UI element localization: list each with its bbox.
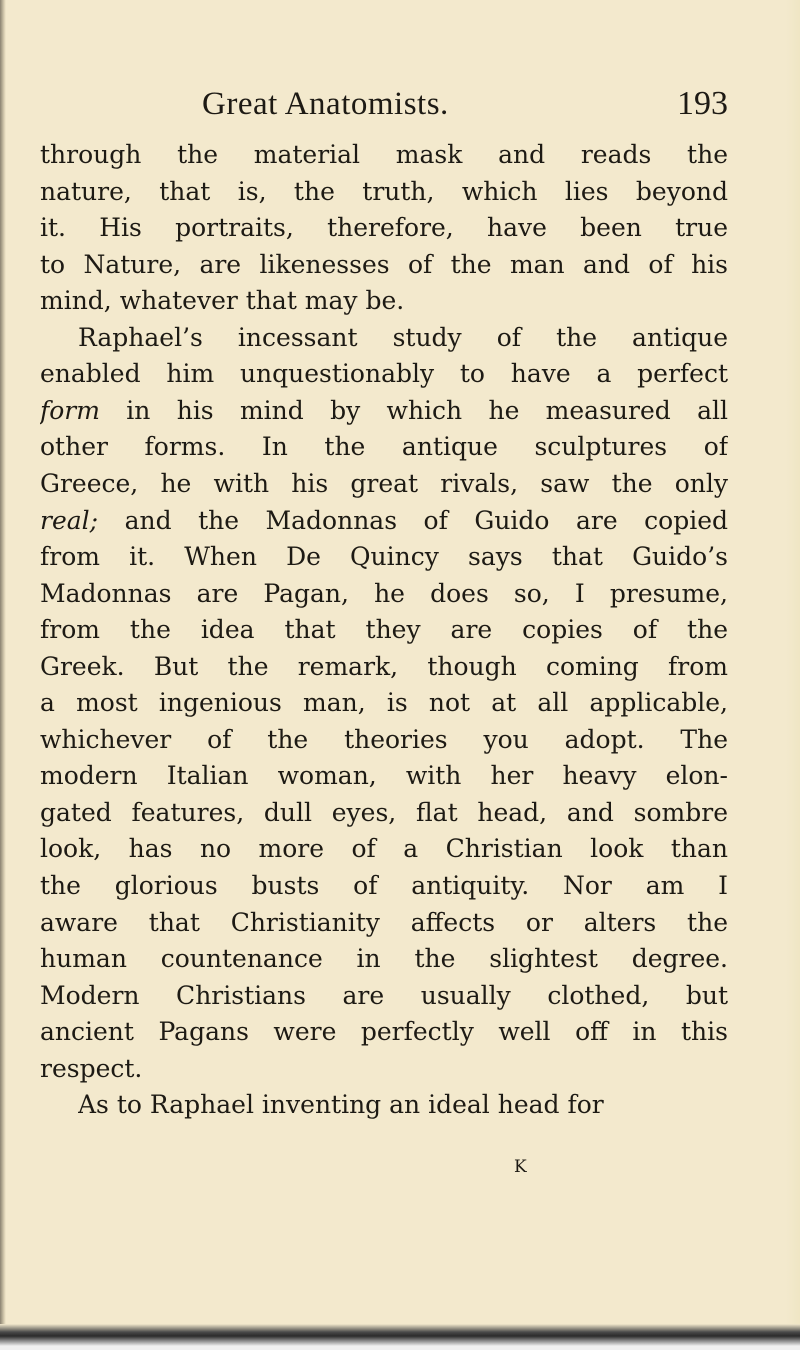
text-line [40, 1014, 728, 1050]
text-segment: ancient Pagans were perfectly well off in this [40, 1017, 728, 1046]
italic-text: real; [40, 506, 99, 535]
text-segment: look, has no more of a Christian look than [40, 834, 728, 863]
text-segment: from the idea that they are copies of the [40, 615, 728, 644]
text-line [40, 941, 728, 977]
text-segment: other forms. In the antique sculptures of [40, 432, 728, 461]
running-head [40, 82, 728, 126]
text-segment: it. His portraits, therefore, have been true [40, 213, 728, 242]
text-segment: modern Italian woman, with her heavy elon- [40, 761, 728, 790]
text-line [40, 978, 728, 1014]
text-segment: and the Madonnas of Guido are copied [98, 506, 728, 535]
text-line [78, 320, 728, 356]
text-segment: gated features, dull eyes, flat head, and sombre [40, 798, 728, 827]
page-left-edge [0, 0, 6, 1350]
text-line [40, 393, 728, 429]
text-segment: mind, whatever that may be. [40, 286, 405, 315]
scan-bottom-edge [0, 1324, 800, 1350]
header-title: Great Anatomists. [202, 86, 449, 122]
text-segment: Greece, he with his great rivals, saw the only [40, 469, 728, 498]
text-line [40, 758, 728, 794]
italic-text: form [40, 396, 100, 425]
text-segment: the glorious busts of antiquity. Nor am I [40, 871, 728, 900]
text-segment: enabled him unquestionably to have a perfect [40, 359, 728, 388]
text-segment: through the material mask and reads the [40, 140, 728, 169]
text-segment: As to Raphael inventing an ideal head for [78, 1090, 604, 1119]
text-segment: Modern Christians are usually clothed, but [40, 981, 728, 1010]
text-segment: whichever of the theories you adopt. The [40, 725, 728, 754]
text-segment: aware that Christianity affects or alters the [40, 908, 728, 937]
text-line [40, 137, 728, 173]
text-segment: Madonnas are Pagan, he does so, I presume, [40, 579, 728, 608]
text-line [40, 795, 728, 831]
text-line [40, 1051, 728, 1087]
text-line [40, 466, 728, 502]
text-line [40, 576, 728, 612]
text-line [40, 283, 728, 319]
text-line [40, 649, 728, 685]
text-segment: a most ingenious man, is not at all applicable, [40, 688, 728, 717]
text-segment: human countenance in the slightest degree. [40, 944, 728, 973]
text-line [40, 831, 728, 867]
signature-mark: K [514, 1157, 528, 1177]
text-line [40, 612, 728, 648]
text-segment: to Nature, are likenesses of the man and of his [40, 250, 728, 279]
text-segment: Greek. But the remark, though coming from [40, 652, 728, 681]
text-line [40, 868, 728, 904]
page-number: 193 [677, 85, 728, 122]
text-segment: in his mind by which he measured all [99, 396, 728, 425]
text-line [40, 539, 728, 575]
text-line [40, 905, 728, 941]
text-line [40, 174, 728, 210]
text-line [40, 247, 728, 283]
text-line [40, 685, 728, 721]
text-segment: Raphael’s incessant study of the antique [78, 323, 728, 352]
text-segment: from it. When De Quincy says that Guido’s [40, 542, 728, 571]
text-line [40, 356, 728, 392]
text-line [40, 503, 728, 539]
text-line [40, 210, 728, 246]
page-right-edge [786, 0, 800, 1330]
text-line [40, 429, 728, 465]
text-segment: respect. [40, 1054, 143, 1083]
text-line [78, 1087, 728, 1123]
text-line [40, 722, 728, 758]
text-segment: nature, that is, the truth, which lies beyond [40, 177, 728, 206]
